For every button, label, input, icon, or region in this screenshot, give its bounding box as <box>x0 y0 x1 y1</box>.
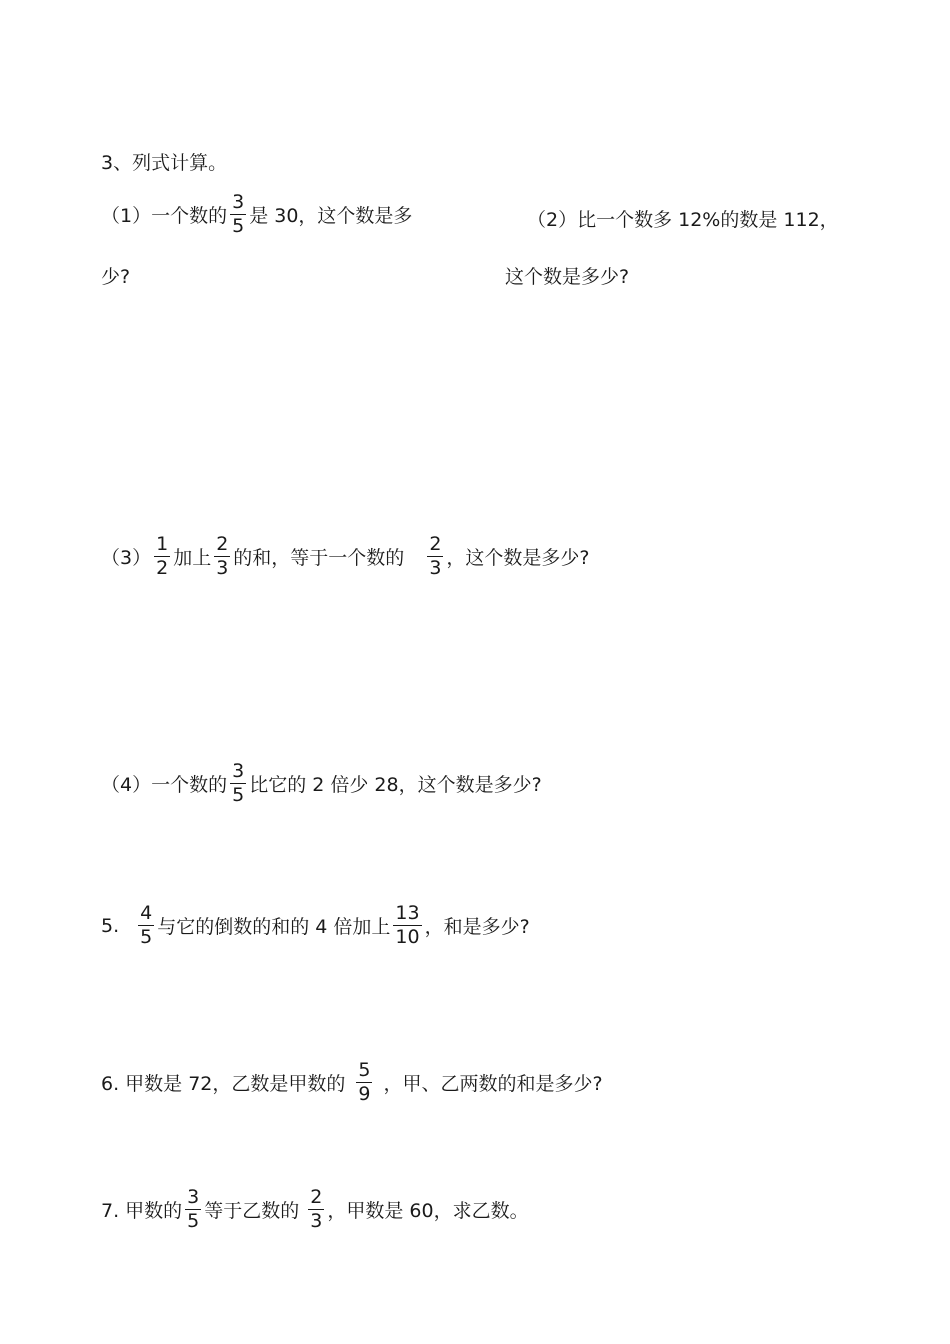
q4-fraction-numerator: 3 <box>232 760 245 782</box>
q1-fraction-denominator: 5 <box>232 215 245 237</box>
q3-fraction-c-denominator: 3 <box>429 557 442 579</box>
q3-fraction-a-numerator: 1 <box>156 533 169 555</box>
q7-suffix: ，甲数是 60，求乙数。 <box>327 1200 529 1222</box>
question-4 <box>101 762 542 805</box>
q5-mid: 与它的倒数的和的 4 倍加上 <box>157 916 391 938</box>
q7-prefix: 7. 甲数的 <box>101 1200 183 1222</box>
q5-fraction-b-numerator: 13 <box>395 902 420 924</box>
q7-fraction-a <box>185 1188 201 1231</box>
q1-fraction <box>230 193 246 236</box>
q3-suffix: ，这个数是多少? <box>446 547 590 569</box>
q3-fraction-c <box>427 535 443 578</box>
q3-prefix: （3） <box>101 547 152 569</box>
q6-fraction-numerator: 5 <box>358 1059 371 1081</box>
q3-fraction-a-denominator: 2 <box>156 557 169 579</box>
q3-fraction-b <box>214 535 230 578</box>
section-title <box>101 148 227 175</box>
q7-fraction-b-denominator: 3 <box>310 1210 323 1232</box>
question-3 <box>101 535 590 578</box>
q1-prefix: （1）一个数的 <box>101 205 228 227</box>
q7-fraction-a-denominator: 5 <box>187 1210 200 1232</box>
question-2-continuation <box>505 262 629 289</box>
question-1-continuation <box>101 262 130 289</box>
q5-fraction-b <box>393 904 421 947</box>
q1-cont: 少? <box>101 266 131 288</box>
q5-suffix: ，和是多少? <box>424 916 530 938</box>
q3-mid2: 的和，等于一个数的 <box>233 547 405 569</box>
q3-fraction-a <box>154 535 170 578</box>
q5-fraction-b-denominator: 10 <box>395 926 420 948</box>
q4-prefix: （4）一个数的 <box>101 774 228 796</box>
q7-fraction-a-numerator: 3 <box>187 1186 200 1208</box>
question-1 <box>101 193 412 236</box>
q6-suffix: ，甲、乙两数的和是多少? <box>383 1073 603 1095</box>
q4-suffix: 比它的 2 倍少 28，这个数是多少? <box>249 774 542 796</box>
q7-fraction-b-numerator: 2 <box>310 1186 323 1208</box>
q1-suffix: 是 30，这个数是多 <box>249 205 413 227</box>
q5-fraction-a-numerator: 4 <box>140 902 153 924</box>
question-6 <box>101 1061 603 1104</box>
q3-fraction-c-numerator: 2 <box>429 533 442 555</box>
q5-fraction-a-denominator: 5 <box>140 926 153 948</box>
q6-prefix: 6. 甲数是 72，乙数是甲数的 <box>101 1073 346 1095</box>
q2-line2: 这个数是多少? <box>505 266 630 288</box>
q7-mid: 等于乙数的 <box>204 1200 300 1222</box>
q4-fraction-denominator: 5 <box>232 784 245 806</box>
section-title-text: 3、列式计算。 <box>101 152 228 174</box>
q4-fraction <box>230 762 246 805</box>
question-2 <box>527 205 839 232</box>
question-7 <box>101 1188 529 1231</box>
q2-line1: （2）比一个数多 12%的数是 112， <box>527 209 839 231</box>
q6-fraction <box>356 1061 372 1104</box>
q7-fraction-b <box>308 1188 324 1231</box>
q3-fraction-b-numerator: 2 <box>216 533 229 555</box>
q3-mid1: 加上 <box>173 547 212 569</box>
q1-fraction-numerator: 3 <box>232 191 245 213</box>
q3-fraction-b-denominator: 3 <box>216 557 229 579</box>
q5-prefix: 5. <box>101 914 120 937</box>
q5-fraction-a <box>138 904 154 947</box>
question-5 <box>101 904 530 947</box>
q6-fraction-denominator: 9 <box>358 1083 371 1105</box>
